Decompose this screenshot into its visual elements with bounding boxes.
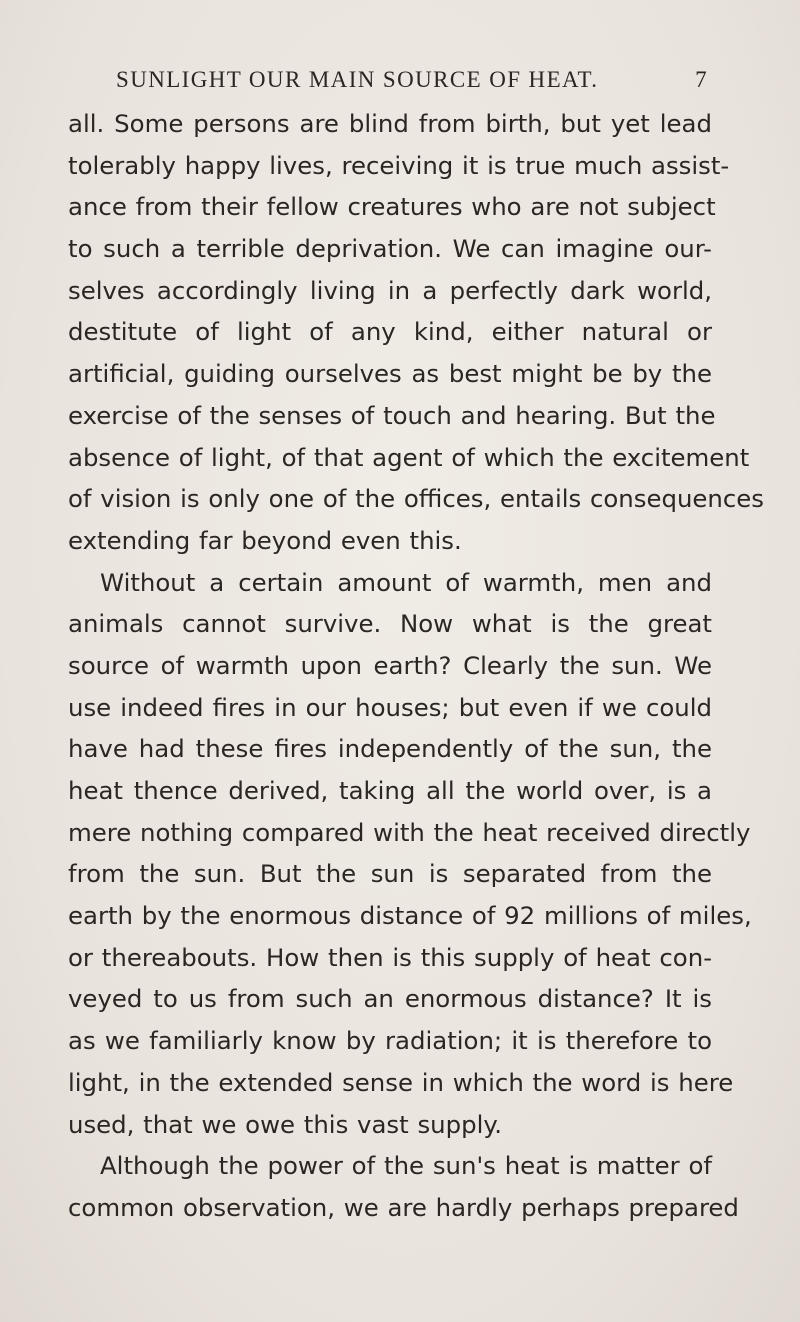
text-line: light, in the extended sense in which the word is here	[68, 1067, 734, 1097]
text-line: common observation, we are hardly perhaps prepared	[68, 1192, 739, 1222]
text-line: animals cannot survive. Now what is the great	[68, 609, 712, 639]
body-text	[68, 103, 765, 1229]
text-line: have had these fires independently of the sun, the	[68, 734, 712, 764]
text-line: or thereabouts. How then is this supply of heat con-	[68, 942, 712, 972]
running-head	[116, 60, 708, 100]
text-line: destitute of light of any kind, either natural or	[68, 317, 712, 347]
text-line: Although the power of the sun's heat is matter of	[100, 1151, 712, 1181]
text-line: of vision is only one of the offices, entails consequences	[68, 484, 765, 514]
text-line: tolerably happy lives, receiving it is true much assist-	[68, 150, 730, 180]
text-line: selves accordingly living in a perfectly dark world,	[68, 275, 712, 305]
text-line: use indeed fires in our houses; but even if we could	[68, 692, 712, 722]
text-line: Without a certain amount of warmth, men and	[100, 567, 712, 597]
text-line: earth by the enormous distance of 92 millions of miles,	[68, 901, 752, 931]
text-line: absence of light, of that agent of which the excitement	[68, 442, 750, 472]
running-head-title: SUNLIGHT OUR MAIN SOURCE OF HEAT.	[116, 67, 599, 92]
text-line: veyed to us from such an enormous distance? It is	[68, 984, 712, 1014]
text-line: from the sun. But the sun is separated from the	[68, 859, 712, 889]
text-line: source of warmth upon earth? Clearly the sun. We	[68, 650, 712, 680]
text-line: as we familiarly know by radiation; it is therefore to	[68, 1026, 712, 1056]
text-line: used, that we owe this vast supply.	[68, 1109, 503, 1139]
text-line: extending far beyond even this.	[68, 525, 462, 555]
text-line: to such a terrible deprivation. We can imagine our-	[68, 234, 712, 264]
text-line: exercise of the senses of touch and hearing. But the	[68, 400, 716, 430]
text-line: mere nothing compared with the heat received directly	[68, 817, 751, 847]
text-line: artificial, guiding ourselves as best might be by the	[68, 359, 712, 389]
page-number: 7	[695, 67, 708, 92]
text-line: ance from their fellow creatures who are not subject	[68, 192, 716, 222]
text-line: all. Some persons are blind from birth, but yet lead	[68, 109, 712, 138]
text-line: heat thence derived, taking all the world over, is a	[68, 776, 712, 805]
